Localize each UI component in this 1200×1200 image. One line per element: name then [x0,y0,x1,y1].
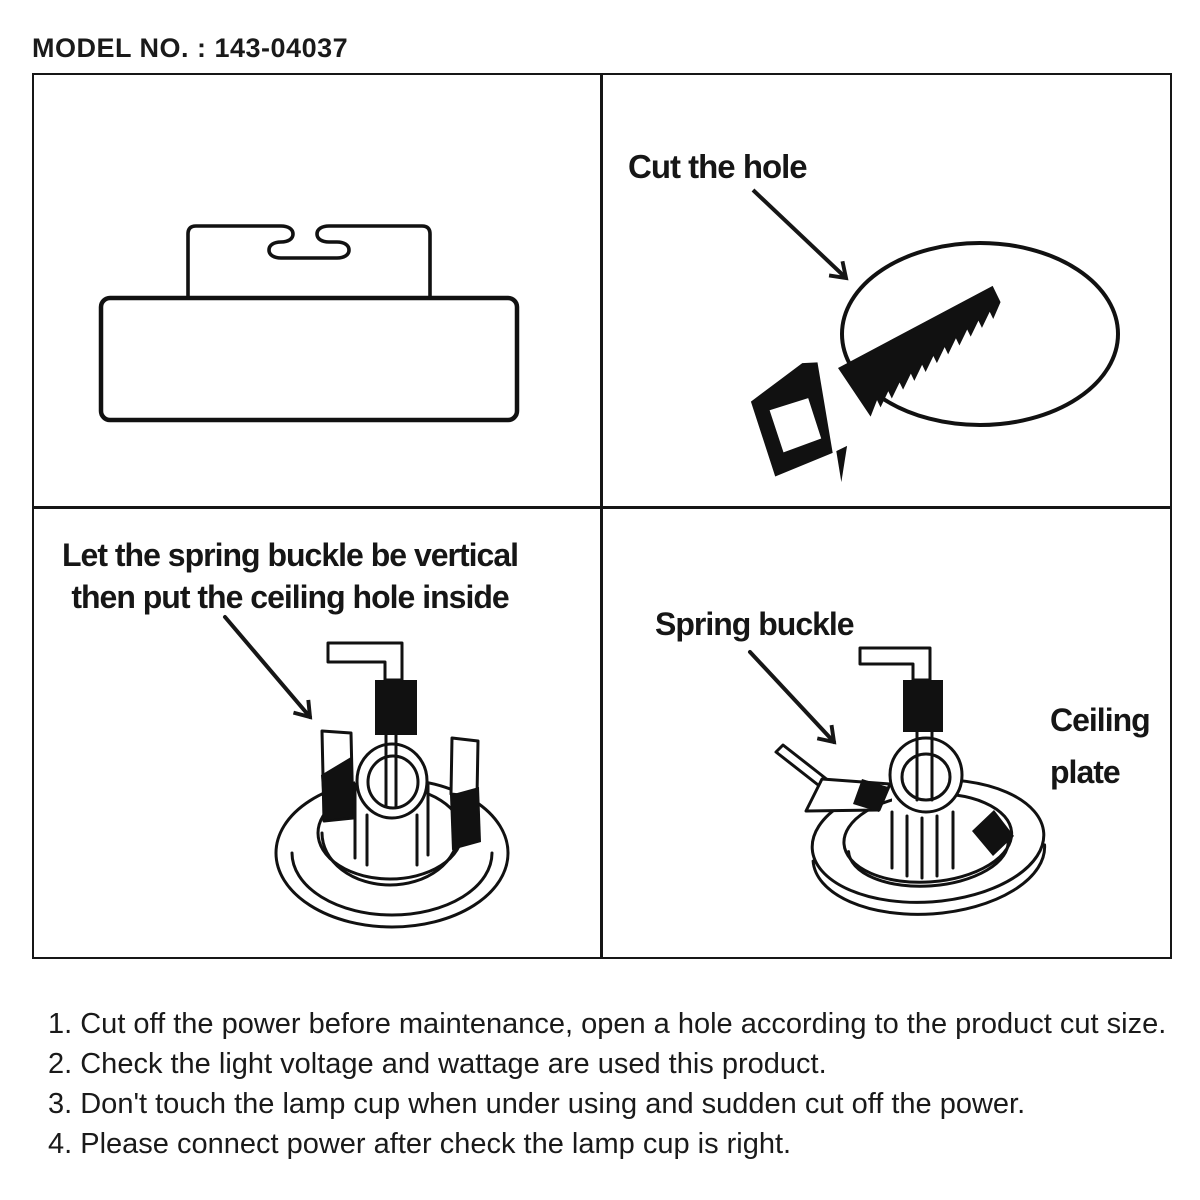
arrow-icon [225,617,310,717]
arrow-icon [753,190,846,278]
instruction-item-3: 3. Don't touch the lamp cup when under using and sudden cut off the power. [48,1088,1026,1120]
instruction-list [48,1004,1178,1164]
saw-icon [736,273,1041,507]
model-number: MODEL NO. : 143-04037 [32,33,349,63]
right-spring-buckle [451,738,478,797]
lamp-body-inner-ring [902,754,950,800]
label-buckle-vertical-instruction [40,534,540,618]
cut-hole-drawing [736,190,1118,507]
instruction-item-1: 1. Cut off the power before maintenance, open a hole according to the product cut size. [48,1008,1167,1040]
seated-in-plate-drawing [750,648,1049,922]
label-line-1: Ceiling [1050,702,1150,738]
label-line-1: Let the spring buckle be vertical [61,537,519,573]
fixture-side-view-drawing [101,226,517,420]
label-spring-buckle: Spring buckle [655,606,854,642]
label-ceiling-plate [1050,694,1150,798]
mounting-bracket [860,648,930,680]
label-line-2: plate [1050,754,1120,790]
arrow-icon [750,652,834,742]
instruction-item-2: 2. Check the light voltage and wattage are used this product. [48,1048,827,1080]
lamp-body-inner-ring [368,756,418,808]
top-spring-buckle-band [903,680,943,732]
label-cut-the-hole: Cut the hole [628,148,807,185]
instruction-item-4: 4. Please connect power after check the lamp cup is right. [48,1128,792,1160]
mounting-bracket [328,643,402,680]
top-spring-buckle-band [375,680,417,735]
label-line-2: then put the ceiling hole inside [71,579,509,615]
buckles-vertical-drawing [225,617,508,927]
